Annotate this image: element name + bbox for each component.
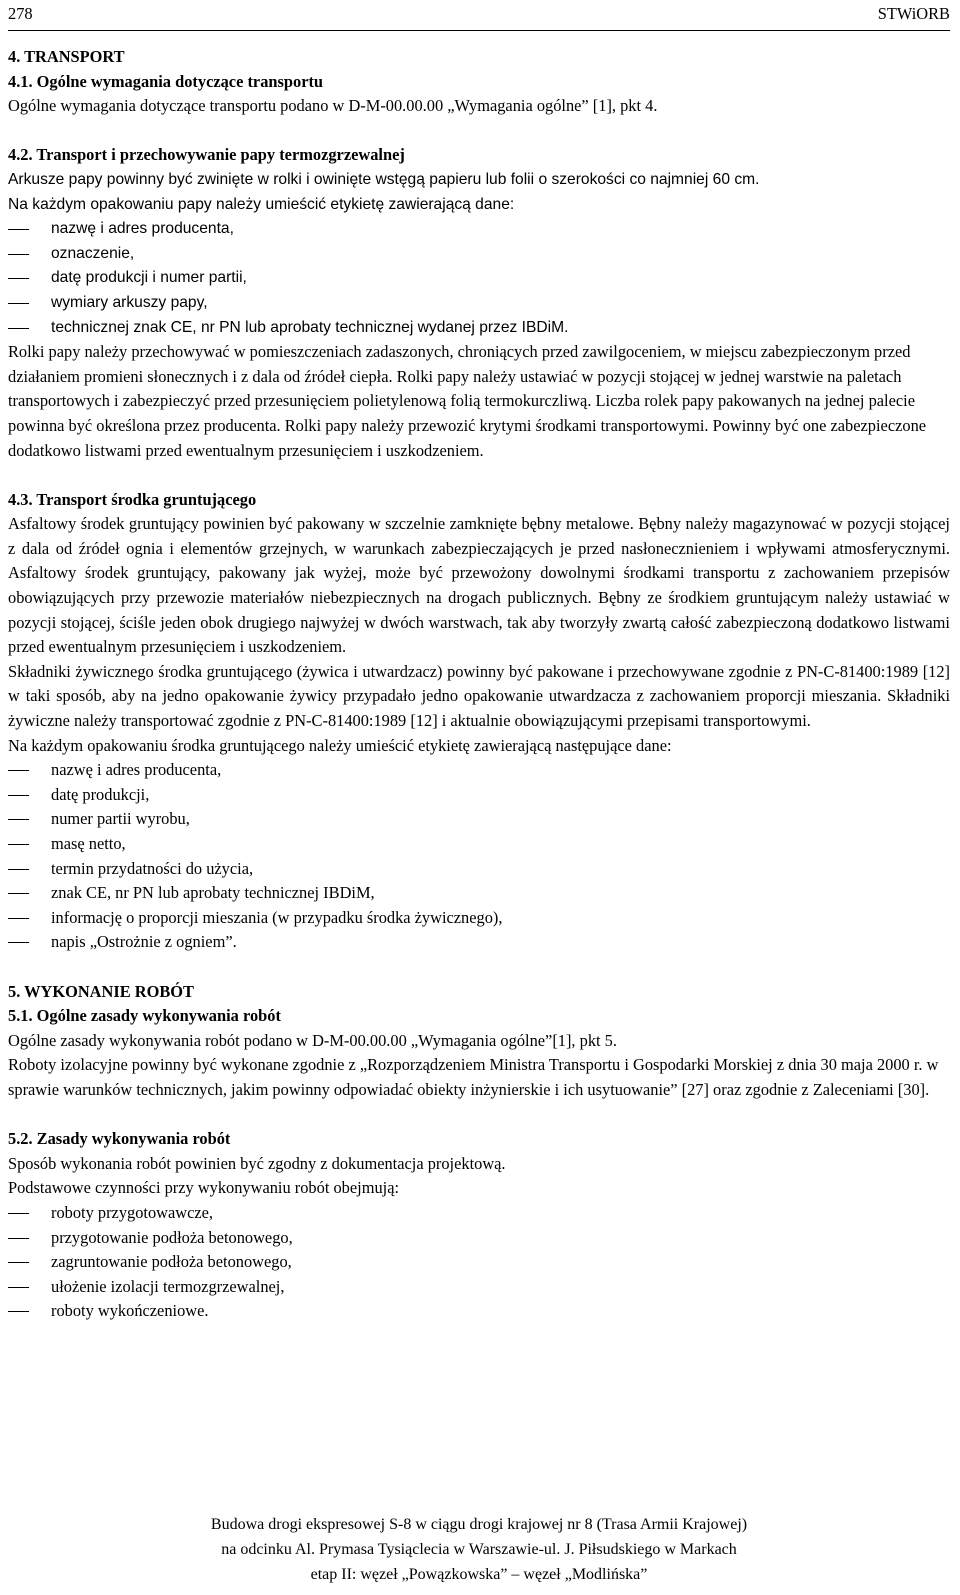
list-item: nazwę i adres producenta,	[8, 217, 950, 242]
spacer	[8, 1103, 950, 1128]
document-page	[8, 0, 950, 1595]
page-number: 278	[8, 4, 33, 23]
list-item: datę produkcji i numer partii,	[8, 266, 950, 291]
list-item: znak CE, nr PN lub aprobaty technicznej IBDiM,	[8, 881, 950, 906]
list-item: przygotowanie podłoża betonowego,	[8, 1226, 950, 1251]
section-4-2-paragraph-3: Rolki papy należy przechowywać w pomieszczeniach zadaszonych, chroniących przed zawilgoceniem, w miejscu zabezpieczonym przed działaniem promieni słonecznych i z dala od źródeł ciepła. Rolki papy należy ustawiać w pozycji stojącej w jednej warstwie na paletach transportowych i zabezpieczyć przed przesunięciem polietylenową folią termokurczliwą. Liczba rolek papy pakowanych na jednej palecie powinna być określona przez producenta. Rolki papy należy przewozić krytymi środkami transportowymi. Powinny być one zabezpieczone dodatkowo listwami przed ewentualnym przesunięciem i uszkodzeniem.	[8, 342, 927, 460]
list-item: numer partii wyrobu,	[8, 807, 950, 832]
section-4-1-title: 4.1. Ogólne wymagania dotyczące transportu	[8, 71, 324, 91]
spacer	[8, 955, 950, 980]
section-4-2-paragraph-2: Na każdym opakowaniu papy należy umieścić etykietę zawierającą dane:	[8, 195, 515, 213]
section-4-2-paragraph-1: Arkusze papy powinny być zwinięte w rolki i owinięte wstęgą papieru lub folii o szerokości co najmniej 60 cm.	[8, 170, 760, 188]
list-item: roboty wykończeniowe.	[8, 1299, 950, 1324]
section-4-title: 4. TRANSPORT	[8, 47, 125, 66]
section-5-2-title: 5.2. Zasady wykonywania robót	[8, 1129, 231, 1149]
spacer	[8, 463, 950, 488]
section-5-1-paragraph-2: Roboty izolacyjne powinny być wykonane zgodnie z „Rozporządzeniem Ministra Transportu i Gospodarki Morskiej z dnia 30 maja 2000 r. w sprawie warunków technicznych, jakim powinny odpowiadać obiekty inżynierskie i ich usytuowanie” [27] oraz zgodnie z Zaleceniami [30].	[8, 1055, 939, 1099]
section-5-2-paragraph-2: Podstawowe czynności przy wykonywaniu robót obejmują:	[8, 1178, 400, 1198]
list-item: datę produkcji,	[8, 783, 950, 808]
section-4-3-label-list	[8, 758, 950, 955]
spacer	[8, 119, 950, 144]
section-4-3-paragraph-1: Asfaltowy środek gruntujący powinien być pakowany w szczelnie zamknięte bębny metalowe. Bębny należy magazynować w pozycji stojącej z dala od źródeł ognia i elementów grzejnych, w warunkach zabezpieczających je przed nasłonecznieniem i wpływami atmosferycznymi. Asfaltowy środek gruntujący, pakowany jak wyżej, może być przewożony dowolnymi środkami transportu z zachowaniem przepisów obowiązujących przy przewozie materiałów niebezpiecznych na drogach publicznych. Bębny ze środkiem gruntującym należy ustawiać w pozycji stojącej, ściśle jeden obok drugiego najwyżej w dwóch warstwach, tak aby tworzyły zwartą całość zabezpieczoną dodatkowo listwami przed ewentualnym przesunięciem i uszkodzeniem.	[8, 514, 950, 657]
page-header	[8, 2, 950, 31]
document-brand: STWiORB	[877, 4, 950, 23]
section-4-3-title: 4.3. Transport środka gruntującego	[8, 489, 257, 509]
section-4-2-title: 4.2. Transport i przechowywanie papy termozgrzewalnej	[8, 145, 405, 165]
section-5-2-paragraph-1: Sposób wykonania robót powinien być zgodny z dokumentacja projektową.	[8, 1153, 506, 1173]
list-item: napis „Ostrożnie z ogniem”.	[8, 930, 950, 955]
section-5-2-activity-list	[8, 1201, 950, 1324]
section-4-2-label-list	[8, 217, 950, 340]
section-4-1-text: Ogólne wymagania dotyczące transportu podano w D-M-00.00.00 „Wymagania ogólne” [1], pkt 4.	[8, 96, 658, 116]
list-item: ułożenie izolacji termozgrzewalnej,	[8, 1275, 950, 1300]
list-item: nazwę i adres producenta,	[8, 758, 950, 783]
section-5-1-paragraph-1: Ogólne zasady wykonywania robót podano w D-M-00.00.00 „Wymagania ogólne”[1], pkt 5.	[8, 1030, 617, 1050]
list-item: technicznej znak CE, nr PN lub aprobaty technicznej wydanej przez IBDiM.	[8, 316, 950, 341]
section-4-3-paragraph-3: Na każdym opakowaniu środka gruntującego należy umieścić etykietę zawierającą następujące dane:	[8, 735, 672, 755]
list-item: oznaczenie,	[8, 242, 950, 267]
list-item: wymiary arkuszy papy,	[8, 291, 950, 316]
footer-line-1: Budowa drogi ekspresowej S-8 w ciągu drogi krajowej nr 8 (Trasa Armii Krajowej)	[210, 1516, 748, 1533]
page-footer	[8, 1512, 950, 1587]
footer-line-3: etap II: węzeł „Powązkowska” – węzeł „Modlińska”	[310, 1566, 648, 1583]
section-5-title: 5. WYKONANIE ROBÓT	[8, 981, 194, 1001]
list-item: masę netto,	[8, 832, 950, 857]
section-5-1-title: 5.1. Ogólne zasady wykonywania robót	[8, 1006, 281, 1026]
document-body	[8, 45, 950, 1324]
list-item: termin przydatności do użycia,	[8, 857, 950, 882]
list-item: zagruntowanie podłoża betonowego,	[8, 1250, 950, 1275]
section-4-3-paragraph-2: Składniki żywicznego środka gruntującego (żywica i utwardzacz) powinny być pakowane i przechowywane zgodnie z PN-C-81400:1989 [12] w taki sposób, aby na jedno opakowanie żywicy przypadało jedno opakowanie utwardzacza z zachowaniem proporcji mieszania. Składniki żywiczne należy transportować zgodnie z PN-C-81400:1989 [12] i aktualnie obowiązującymi przepisami transportowymi.	[8, 661, 950, 731]
list-item: informację o proporcji mieszania (w przypadku środka żywicznego),	[8, 906, 950, 931]
list-item: roboty przygotowawcze,	[8, 1201, 950, 1226]
footer-line-2: na odcinku Al. Prymasa Tysiąclecia w Warszawie-ul. J. Piłsudskiego w Markach	[221, 1541, 737, 1558]
